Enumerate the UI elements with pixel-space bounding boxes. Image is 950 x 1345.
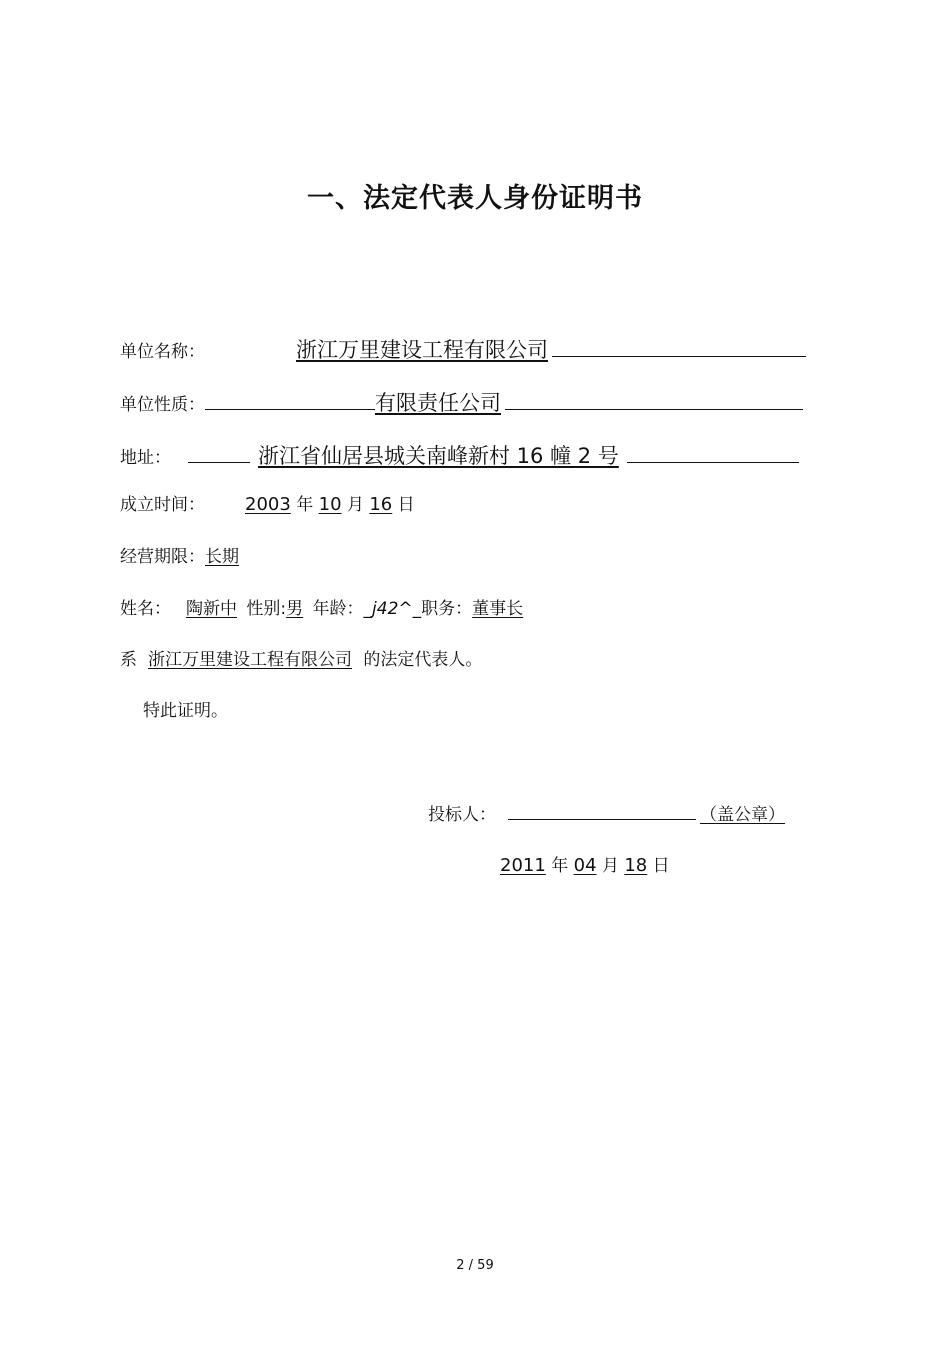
bidder-blank <box>508 801 696 820</box>
year-unit: 年 <box>296 495 314 515</box>
unit-name-blank <box>552 338 806 357</box>
unit-nature-blank-left <box>205 391 375 410</box>
sign-day: 18 <box>624 855 648 876</box>
sign-day-unit: 日 <box>652 856 670 876</box>
term-row <box>120 542 239 567</box>
address-row <box>120 440 799 470</box>
gender-value: 男 <box>286 599 304 619</box>
founded-month: 10 <box>318 494 342 515</box>
sign-year: 2011 <box>500 855 546 876</box>
unit-name-row <box>120 334 806 364</box>
position-label: 职务： <box>421 599 473 619</box>
founded-day: 16 <box>369 494 393 515</box>
statement-suffix: 的法定代表人。 <box>363 650 483 670</box>
sign-month-unit: 月 <box>601 856 619 876</box>
address-label: 地址： <box>120 448 171 468</box>
page-number: 2 / 59 <box>456 1258 494 1273</box>
bidder-row <box>428 800 785 825</box>
sign-year-unit: 年 <box>551 856 569 876</box>
founded-label: 成立时间： <box>120 495 205 515</box>
unit-nature-row <box>120 387 803 417</box>
name-label: 姓名： <box>120 599 171 619</box>
statement-company: 浙江万里建设工程有限公司 <box>148 650 352 670</box>
month-unit: 月 <box>346 495 364 515</box>
address-blank-left <box>188 444 250 463</box>
person-row <box>120 594 523 619</box>
age-value: _j42^_ <box>363 599 422 619</box>
bidder-label: 投标人： <box>428 805 496 825</box>
unit-name-value: 浙江万里建设工程有限公司 <box>296 338 548 362</box>
term-value: 长期 <box>205 547 239 567</box>
address-value: 浙江省仙居县城关南峰新村 16 幢 2 号 <box>258 444 619 468</box>
founded-year: 2003 <box>245 494 291 515</box>
statement-prefix: 系 <box>120 650 137 670</box>
seal-note: （盖公章） <box>700 805 785 825</box>
term-label: 经营期限： <box>120 547 205 567</box>
founded-row <box>120 490 415 515</box>
position-value: 董事长 <box>472 599 524 619</box>
address-blank-right <box>627 444 799 463</box>
unit-name-label: 单位名称： <box>120 342 205 362</box>
document-title: 一、法定代表人身份证明书 <box>307 183 643 214</box>
gender-label: 性别: <box>246 599 287 619</box>
name-value: 陶新中 <box>186 599 237 619</box>
signature-date <box>500 851 670 876</box>
sign-month: 04 <box>573 855 597 876</box>
certify-text: 特此证明。 <box>143 701 228 721</box>
unit-nature-label: 单位性质： <box>120 395 205 415</box>
unit-nature-value: 有限责任公司 <box>375 391 501 415</box>
age-label: 年龄： <box>312 599 364 619</box>
day-unit: 日 <box>397 495 415 515</box>
statement-row <box>120 645 482 670</box>
unit-nature-blank-right <box>505 391 803 410</box>
